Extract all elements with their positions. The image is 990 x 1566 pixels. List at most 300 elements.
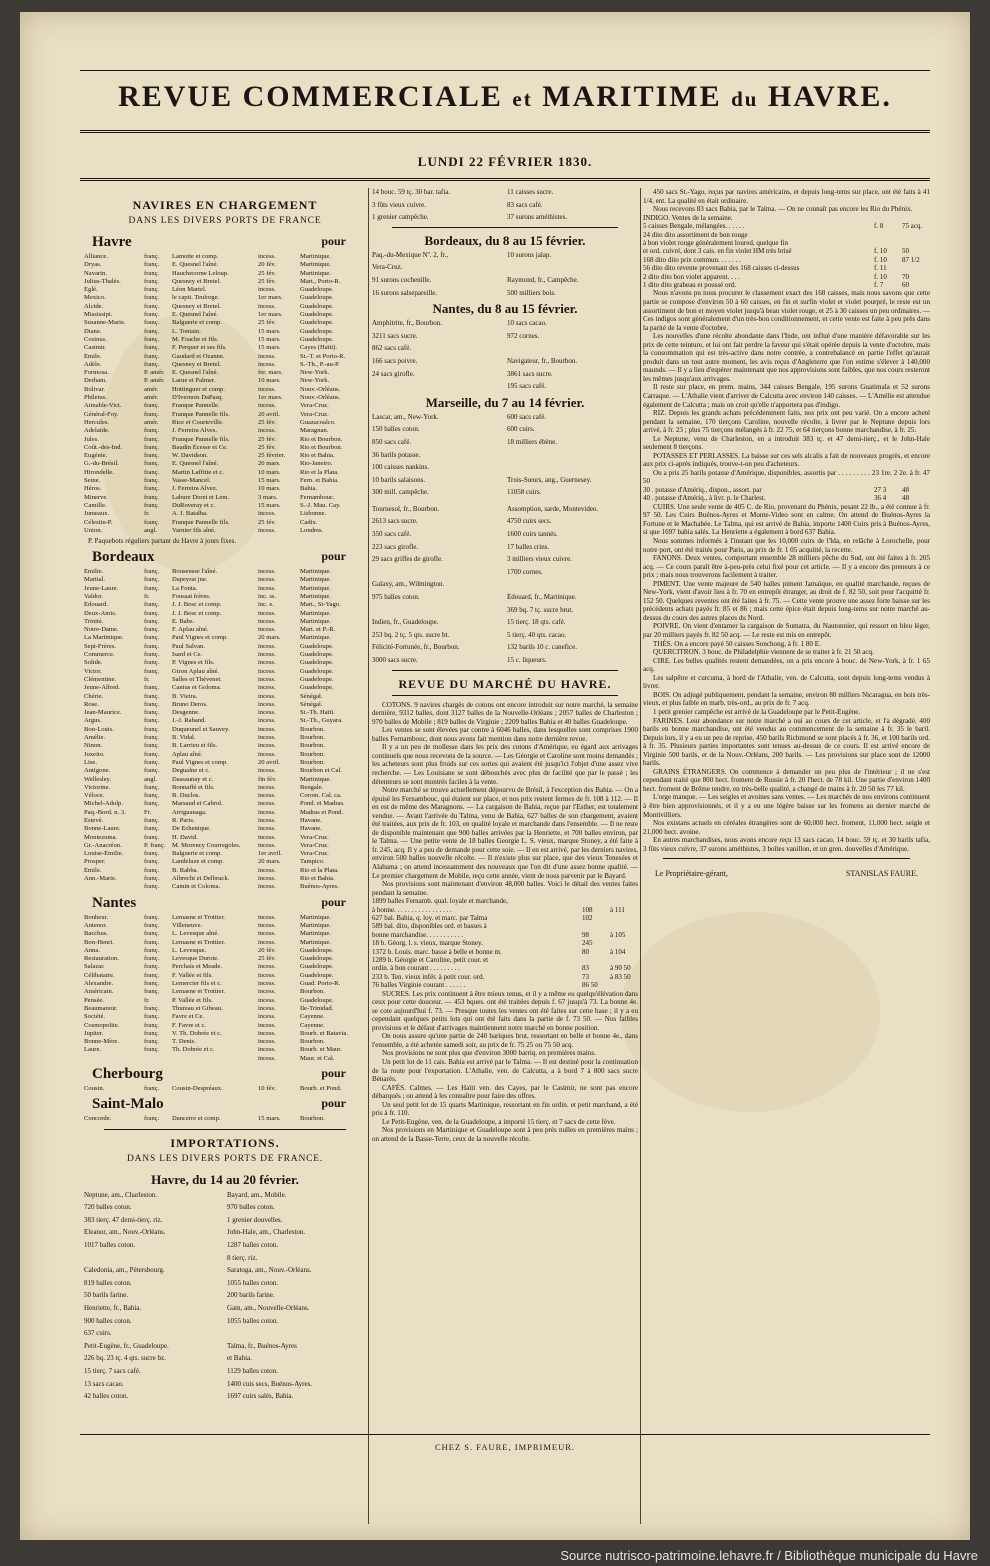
ship-cell: franç. [144,692,160,700]
ship-cell: franç. [144,817,160,824]
ship-cell: Cosinus. [84,335,107,343]
article-paragraph: Nos existans actuels en céréales étrangères sont de 60,000 hect. froment, 11,000 hect. seigle et 21,000 hect. avoine. [643,819,930,836]
ship-row [84,643,366,651]
price-row [372,956,638,964]
date-rule [80,178,930,181]
ship-cell: Ninon. [84,742,103,750]
price-row [372,964,638,972]
ship-cell: St.-T. et Porto-R. [300,352,346,360]
price-row [643,231,930,239]
import-port-heading: Nantes, du 8 au 15 février. [432,301,578,317]
printer-credit: CHEZ S. FAURE, IMPRIMEUR. [434,1442,576,1452]
ship-cell: E. Babs. [172,617,195,625]
ship-cell: 15 mars. [258,477,281,485]
ship-row [84,460,366,468]
ship-cell: Dapeyrat jne. [172,576,208,584]
ship-cell: Sept-Frères. [84,642,117,650]
ship-cell: B. Duclos. [172,792,201,800]
import-port-heading: Bordeaux, du 8 au 15 février. [424,232,586,248]
ship-cell: Isard et Ce. [172,651,203,659]
price-cell: à bon violet rouge généralement loured, quelque fin [643,239,789,247]
ship-cell: incess. [258,921,276,929]
ship-row [84,336,366,344]
ship-cell: incess. [258,996,276,1004]
ship-cell: Foussat frères. [172,592,211,600]
import-entry: 369 bq. 7 tç. sucre brut. [507,605,574,614]
ship-row [84,353,366,361]
ship-row [84,394,366,402]
ship-row [84,519,366,527]
ship-row [84,955,366,963]
ship-cell: incess. [258,626,276,634]
ship-cell: Valdor. [84,592,103,600]
ship-cell: incess. [258,642,276,650]
ship-row [84,585,366,593]
ship-cell: H. David. [172,833,198,841]
ship-cell: Cayenne. [300,1013,325,1021]
ship-cell: Antenor. [84,921,107,929]
ship-cell: 25 fév. [258,269,276,277]
ship-cell: Martinique. [300,930,331,938]
import-entry [507,344,638,353]
ship-cell [84,883,144,891]
ship-cell: Franque Pannelle. [172,402,220,410]
ship-cell: Quesney et Bretel. [172,360,221,368]
ship-cell: incess. [258,800,276,808]
ship-cell: Rose. [84,700,99,708]
ship-list [84,914,366,1063]
ship-cell: incess. [258,833,276,841]
ship-cell: Eugénie. [84,452,108,460]
ship-cell: Bonheur. [84,913,108,921]
import-entry: Amphitrite, fr., Bourbon. [372,319,442,328]
ship-cell: Jeune-Laure. [84,584,119,592]
ship-row [84,947,366,955]
ship-cell: incess. [258,659,276,667]
import-entry: 132 barils 10 c. canefice. [507,643,577,652]
article-paragraph: CUIRS. Une seule vente de 405 C. de Rio, provenant du Phénix, pesant 22 lb., a été connue à fr. 97 50. Les Cuirs Buénos-Ayres et Monte-Video sont en calme. On attend de Buénos-Ayres la Fortune et le Machabée. Le Talma, qui est arrivé de Bahia, importe 1400 Cuirs pris à Buénos-Ayres, si que 1697 bahia salés. La Henriette a également à bord 637 Bahia. [643,502,930,537]
price-cell: f. 11 [874,264,887,273]
price-cell: 60 [902,281,909,290]
ship-cell: DuRoveray et c. [172,501,216,509]
import-entry: 1400 cuis secs, Buénos-Ayres. [227,1379,313,1388]
ship-row [84,858,366,866]
ship-cell: L. Levesque aîné. [172,930,219,938]
import-entry: 18 milliers ébène. [507,437,557,446]
price-cell: f. 7 [874,281,884,290]
port-name: Nantes [92,894,137,911]
article-paragraph: 450 sacs St.-Yago, reçus par navires américains, et depuis long-tems sur place, ont été faits à 41 1/4, ent. La qualité en était ordinaire. [643,188,930,205]
signature [643,869,930,878]
ship-cell: Martinique. [300,261,331,269]
ship-row [84,734,366,742]
ship-row [84,377,366,385]
ship-cell: G.-du-Brésil. [84,460,119,468]
import-entry: 195 sacs café. [507,382,547,391]
import-entry: 3211 sacs sucre. [372,331,418,340]
ship-cell: Perchais et Meade. [172,963,222,971]
ship-row [84,436,366,444]
ship-cell: franç. [144,792,160,800]
price-cell: f. 10 [874,255,887,264]
ship-cell [144,1055,172,1063]
article-paragraph: Nous recevons 83 sacs Bahia, par le Talma. — On ne connaît pas encore les Rio du Phénix. [653,205,913,214]
importations-heading: IMPORTATIONS. [170,1135,280,1150]
ship-cell: Quesney et Bretel. [172,277,221,285]
ship-cell: franç. [144,460,160,468]
ship-cell: J. J. Bosc et comp. [172,609,222,617]
ship-cell: M. Morency Courregoles. [172,841,241,849]
port-name: Havre [92,234,132,250]
price-cell: à 90 50 [610,964,631,973]
ship-cell: incess. [258,667,276,675]
ship-cell: Martinique. [300,938,331,946]
import-entry: et Bahia. [227,1354,252,1363]
import-entry: 91 surons cochenille. [372,275,432,284]
ship-cell: W. Davidson. [172,452,208,460]
ship-cell: 3 mars. [258,493,278,501]
ship-cell: Mexico. [84,294,106,302]
ship-cell: franç. [144,501,160,509]
ship-cell: franç. [144,452,160,460]
ship-cell: franç. [144,866,160,874]
ship-cell: franç. [144,946,160,954]
ship-cell: Lamotte et comp. [172,253,219,260]
price-cell [610,956,638,964]
price-cell: 27 3 [874,486,887,495]
ship-cell: Martinique. [300,253,331,260]
ship-cell: Fern. et Bahia. [300,477,339,485]
price-row [643,486,930,494]
newspaper-page [20,12,970,1540]
price-row [372,922,638,930]
ship-cell: incess. [258,971,276,979]
import-entry: 350 sacs café. [372,530,412,539]
ship-cell: Corom. Cal. ca. [300,792,342,800]
ship-cell: 15 mars. [258,335,281,343]
article-paragraph: Un seul petit lot de 15 quarts Martinique, ressortant en fin ordin. et petit marchand, a été pris à fr. 110. [372,1100,638,1118]
import-entry: 637 cuirs. [84,1329,112,1338]
import-entry: 970 balles coton. [227,1203,275,1212]
ship-cell: franç. [144,659,160,667]
ship-row [84,759,366,767]
ship-row [84,980,366,988]
packet-note: P. Paquebots réguliers partant du Havre à jours fixes. [88,537,237,546]
ship-cell: Bolivar. [84,385,106,393]
ship-cell: franç. [144,261,160,269]
article-paragraph: Il reste sur place, en prem. mains, 344 caisses Bengale, 195 surons Guatimala et 52 surons Carraque. — L'Athalie vient d'arriver de Calcutta avec environ 140 caisses. — L'Amélie est attendue également de Calcutta ; mais on croit qu'elle n'apportera pas d'indigo. [643,383,930,409]
import-port-heading: Havre, du 14 au 20 février. [151,1171,299,1187]
price-cell: et ord. cuivré, dont 3 cais. en fin violet HM très brisé [643,247,792,256]
ship-cell: franç. [144,443,160,451]
ship-row [84,411,366,419]
ship-row [84,319,366,327]
price-cell: ordin. à bon courant . . . . . . . . . [372,964,460,973]
ship-cell: Guadeloupe. [300,659,334,667]
ship-cell: franç. [144,734,160,742]
ship-cell: 25 fév. [258,443,276,451]
price-cell: 40 . potasse d'Amériq., à livr. p. le Charlest. [643,494,766,503]
port-header-havre [92,234,366,251]
ship-cell: Guadeloupe. [300,955,334,963]
ship-cell: Paul Salvan. [172,642,205,650]
import-entry: Vera-Cruz. [372,263,403,272]
ship-cell: incess. [258,742,276,750]
ship-cell: 10 mars. [258,377,281,385]
ship-cell: 20 avril. [258,410,280,418]
ship-cell: Lemercier fils et c. [172,980,222,988]
ship-row [84,1038,366,1046]
article-paragraph: THÉS. On a encore payé 50 caisses Sonchong, à fr. 1 80 E. [653,639,821,648]
ship-cell: Émile. [84,866,102,874]
ship-cell: franç. [144,1004,160,1012]
price-cell: 50 [902,247,909,256]
ship-cell: A. J. Batalha. [172,510,208,518]
article-paragraph: PIMENT. Une vente majeure de 540 balles piment Jamaïque, en qualité marchande, reçues de New-York, vient d'avoir lieu à fr. 70 en entrepôt étranger, au droit de f. 82 50, soit pour l'acquitté fr. 152 50. Quelques reventes ont été faites à fr. 75. — Cette vente prouve une assez forte baisse sur les précédents achats payés fr. 85 et 86 ; mais cette épice était depuis long-tems sur notre marché au-dessus du cours des autres places du Nord. [643,579,930,622]
article-paragraph: CAFÉS. Calmes. — Les Haïti ven. des Cayes, par le Casimir, ne sont pas encore débarqués ; on attend à les connaître pour faire des offres. [372,1083,638,1101]
ship-row [84,767,366,775]
ship-cell: E. Quesnel l'aîné. [172,369,219,377]
port-header-saint-malo [92,1096,366,1113]
ship-cell: franç. [144,584,160,592]
import-entry: Bayard, am., Mobile. [227,1190,287,1199]
import-entry: Félicité-Fortunée, fr., Bourbon. [372,643,460,652]
ship-cell: franç. [144,485,160,493]
column-divider [368,188,369,1524]
price-table [372,897,638,989]
market-heading: REVUE DU MARCHÉ DU HAVRE. [398,676,612,691]
ship-row [84,469,366,477]
ship-cell: Bonne-Mère. [84,1038,119,1046]
ship-cell: Villeneuve. [172,921,203,929]
ship-cell: incess. [258,510,276,518]
ship-cell: Martinique. [300,584,331,592]
ship-cell: incess. [258,767,276,775]
ship-cell: Casimir. [84,344,107,352]
ship-cell: Véloce. [84,792,105,800]
ship-cell: Guadeloupe. [300,963,334,971]
ship-cell: Bahia. [300,485,318,493]
ship-cell: Argus. [84,717,102,725]
ship-cell: J. J. Bosc et comp. [172,601,222,609]
import-entry: 16 surons salsepareille. [372,288,438,297]
column-market-continued [643,188,930,878]
ship-cell: fr. [144,510,150,518]
ship-cell: incess. [258,700,276,708]
price-row [643,273,930,281]
navires-heading: NAVIRES EN CHARGEMENT [132,198,318,212]
ship-cell: franç. [144,335,160,343]
import-entry: Eleanor, am., Nouv.-Orléans. [84,1228,166,1237]
ship-cell: franç. [144,709,160,717]
ship-cell: Bourbon. [300,725,325,733]
import-entry [372,568,503,577]
price-cell: 87 1/2 [902,255,920,264]
ship-cell: franç. [144,988,160,996]
ship-cell: incess. [258,692,276,700]
ship-row [84,684,366,692]
ship-cell: 15 mars. [258,344,281,352]
ship-cell: incess. [258,709,276,717]
ship-cell: incess. [258,883,276,891]
ship-row [84,527,366,535]
ship-cell: Susanne-Marie. [84,319,126,327]
article-paragraph: FANONS. Deux ventes, comportant ensemble 28 milliers pêche du Sud, ont été faites à fr. 205 acq. — Ce cours paraît être à-peu-près celui fixé pour cet article. — Il y a encore des preneurs à ce prix ; mais nous trouverons facilement à traiter. [643,554,930,580]
price-cell [582,922,610,930]
ship-cell: Alcide. [84,302,104,310]
import-entry: 166 sacs poivre. [372,356,418,365]
ship-cell: Albrecht et Delbruck. [172,875,230,883]
price-cell: 98 [582,930,589,939]
ship-row [84,776,366,784]
ship-cell: incess. [258,817,276,824]
ship-cell: Bonne-Laure. [84,825,121,833]
import-entry [372,382,503,391]
ship-cell: R. Paris. [172,817,195,824]
import-entry: Assomption, sarde, Montevideo. [507,504,599,513]
price-cell [902,231,930,239]
ship-cell: incess. [258,963,276,971]
price-row [643,239,930,247]
import-entry: 1700 cornes. [507,567,543,576]
price-cell: 70 [902,272,909,281]
price-cell: 76 balles Virginie courant . . . . . . [372,981,466,990]
ship-cell: Guadeloupe. [300,286,334,294]
ship-cell: Jean-Maurice. [84,709,122,717]
ship-row [84,997,366,1005]
ship-cell: franç. [144,725,160,733]
ship-cell: Anna. [84,946,100,954]
ship-cell: incess. [258,427,276,435]
ship-cell [84,1055,144,1063]
ship-row [84,659,366,667]
price-cell: 56 dito dito revente provenant des 168 caisses ci-dessus [643,264,800,273]
ship-cell: franç. [144,360,160,368]
column-imports-market [372,188,638,1143]
ship-cell: franç. [144,921,160,929]
ship-cell: incess. [258,988,276,996]
price-cell [610,981,638,989]
ship-cell: Bourbon. [300,1038,325,1046]
ship-cell: Hauchecorne Leloup. [172,269,229,277]
ship-cell: franç. [144,750,160,758]
ship-cell: Derham. [84,377,107,385]
article-paragraph: GRAINS ÉTRANGERS. On commence à demander un peu plus de l'intérieur ; il ne s'est cependant traité que 800 hect. froment de Russie à fr. 20 l'hect. de 78 kil. Une partie d'environ 1400 hect. froment de Brême tendre, en très-belle qualité, a changé de mains à fr. 20 50 les 77 kil. [643,767,930,793]
ship-cell: Martinique. [300,568,331,576]
indigo-title: INDIGO. Ventes de la semaine. [643,213,733,222]
price-row [372,973,638,981]
ship-cell: incess. [258,841,276,849]
ship-row [84,494,366,502]
ship-row [84,452,366,460]
ship-cell: P. Vallée et fils. [172,996,213,1004]
ship-row [84,1055,366,1063]
article-paragraph: Notre marché se trouve actuellement dépourvu de Brésil, à l'exception des Bahia. — On a épuisé les Fernambouc, qui étaient sur place, et nos prix restent fermes de fr. 108 à 112. — Il en est de même des Maragnons. — La cargaison de Bahia, reçue par l'Esther, est totalement vendue. — Avant l'arrivée du Talma, venu de Bahia, 627 balles de son chargement, avaient été traitées, aux prix de fr. 103, en qualité loyale et marchande dans l'ensemble. — Il ne reste de disponible maintenant que 900 balles arrivées par la Henriette, et 700 balles environ, par le Talma. — Une petite vente de 18 balles Georgie L. S. vieux, marque Stoney, a été faite à fr. 245, acq. Il y a peu de demande pour cette soie. — Il en est arrivé, par les derniers navires, environ 500 balles nouvelle récolte. — Il n'existe plus sur place, que des vieux Tenesées et Alabama ; on attend incessamment des nouveaux que l'on dit d'une assez bonne qualité. — Le premier chargement de Mobile, reçu cette année, vient de nous parvenir par le Bayard. [372,786,638,880]
ship-cell: B. Rabba. [172,866,199,874]
ship-cell: Balguerie et comp. [172,850,222,858]
ship-cell: Nouv.-Orléans. [300,385,341,393]
price-cell: à 83 50 [610,972,631,981]
paper-stain [620,912,880,1112]
ship-row [84,784,366,792]
import-entry: 1 grenier douvelles. [227,1215,283,1224]
article-paragraph: CIRE. Les belles qualités restent demandées, on a pris encore à bouc. de New-York, à fr. 1 65 acq. [643,656,930,674]
price-cell: à 105 [610,930,626,939]
ship-row [84,485,366,493]
ship-cell: franç. [144,833,160,841]
ship-cell: 20 fév. [258,946,276,954]
article-paragraph: POIVRE. On vient d'entamer la cargaison de Sumatra, du Nautonnier, qui ressort en bleu léger, par 20 milliers payés fr. 82 50 acq. — Le reste est mis en entrepôt. [643,622,930,640]
ship-cell: Franque Pannelle fils. [172,410,230,418]
import-entry: John-Hale, am., Charleston. [227,1228,306,1237]
ship-row [84,1005,366,1013]
ship-cell: Tampico. [300,858,325,866]
ship-cell: Célestin-P. [84,518,113,526]
section-rule [104,1129,346,1130]
ship-row [84,709,366,717]
ship-cell: incess. [258,675,276,683]
price-cell: 102 [582,913,593,922]
ship-row [84,610,366,618]
import-entry: 8 tierç. riz. [227,1253,258,1262]
ship-cell: E. Quesnel l'aîné. [172,460,219,468]
ship-cell: Jupiter. [84,1029,104,1037]
ship-cell: Guadeloupe. [300,971,334,979]
ship-row [84,427,366,435]
ship-cell: amér. [144,394,159,402]
ship-cell: incess. [258,825,276,833]
ship-cell: Union. [84,526,103,534]
ship-cell: 15 mars. [258,1115,281,1123]
ship-cell: Bourbon. [300,734,325,742]
ship-cell: E. Quesnel l'aîné. [172,261,219,269]
import-entry: 253 bq. 2 tç. 5 qts. sucre bt. [372,630,450,639]
ship-cell: Londres. [300,526,324,534]
price-row [643,494,930,502]
ship-cell: Guazacoalco. [300,418,336,426]
footer-rule [80,1434,930,1435]
ship-cell: V. Th. Dobrée et c. [172,1029,222,1037]
ship-cell: Martinique. [300,592,331,600]
ship-cell: Rio et la Plata. [300,866,339,874]
ship-cell: Antigone. [84,767,111,775]
ship-cell: Dancerre et comp. [172,1115,221,1123]
import-list [372,413,638,665]
price-cell: 48 [902,486,909,495]
ship-cell: Maragnan. [300,427,329,435]
ship-cell: inc. e. [258,601,274,609]
pour-label: pour [321,234,346,248]
price-row [372,931,638,939]
ship-cell: Guadeloupe. [300,946,334,954]
ship-cell: B. Vieira. [172,692,198,700]
ship-cell: incess. [258,1054,276,1062]
ship-cell: incess. [258,617,276,625]
import-entry: Petit-Eugène, fr., Guadeloupe. [84,1341,169,1350]
ship-row [84,369,366,377]
ship-cell: Lemasne et Trottier. [172,938,225,946]
ship-cell: Guadeloupe. [300,302,334,310]
ship-cell: franç. [144,875,160,883]
price-row [643,247,930,255]
ship-cell: La Fonta. [172,584,198,592]
import-entry: 42 balles coton. [84,1392,129,1401]
price-cell: bonne marchandise. . . . . . . . . . . [372,930,463,939]
article-paragraph: Il y a un peu de mollesse dans les prix des cotons d'Amérique, eu égard aux arrivages continuels que nous recevons de la source. — Les Géorgie et Caroline sont moins demandés ; les acheteurs sont plus froids sur ces sortes qui avaient été jusqu'ici l'objet d'une assez vive recherche. — Les Louisiane se sont débouchés avec plus de facilité que par le passé ; les détenteurs se sont montrés faciles à la vente. [372,743,638,786]
ship-cell: Martinique. [300,269,331,277]
price-cell: 108 [582,905,593,914]
import-list [372,251,638,297]
